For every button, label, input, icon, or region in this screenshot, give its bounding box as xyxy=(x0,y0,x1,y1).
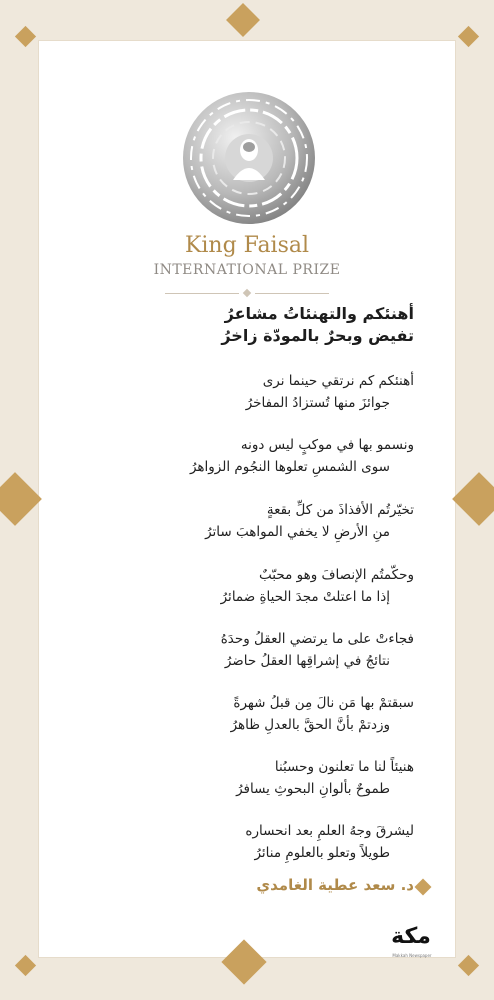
side-diamond-left xyxy=(0,472,42,526)
verse-5-line-2: نتائجُ في إشراقِها العقلُ حاضرُ xyxy=(224,653,390,669)
publisher-logo-caption: Makkah Newspaper xyxy=(392,953,432,958)
verse-8-line-1: ليشرقَ وجهُ العلمِ بعد انحساره xyxy=(245,823,414,839)
verse-4-line-2: إذا ما اعتلتْ مجدَ الحياةِ ضمائرُ xyxy=(220,589,390,605)
header-divider xyxy=(165,288,329,298)
prize-title: King Faisal xyxy=(184,233,310,258)
corner-diamond-bottom-right xyxy=(458,955,479,976)
verse-3-line-1: تخيّرتُم الأفذاذَ من كلِّ بقعةٍ xyxy=(266,502,414,518)
corner-diamond-top-right xyxy=(458,26,479,47)
verse-7-line-1: هنيئاً لنا ما تعلنون وحسبُنا xyxy=(274,759,414,775)
poem-heading-line-2: تفيض وبحرٌ بالمودّة زاخرُ xyxy=(221,326,414,345)
side-diamond-right xyxy=(452,472,494,526)
publisher-logo: مكة xyxy=(391,924,431,949)
prize-emblem-seal xyxy=(181,90,317,226)
poem-author: د. سعد عطية الغامدي xyxy=(256,876,414,894)
verse-5-line-1: فجاءتْ على ما يرتضي العقلُ وحدَهُ xyxy=(220,631,414,647)
verse-8-line-2: طويلاً وتعلو بالعلومِ منائرُ xyxy=(254,845,390,861)
corner-diamond-top-left xyxy=(15,26,36,47)
verse-4-line-1: وحكّمتُم الإنصافَ وهو محبّبٌ xyxy=(259,567,414,583)
corner-diamond-bottom-left xyxy=(15,955,36,976)
verse-2-line-2: سوى الشمسِ تعلوها النجُوم الزواهرُ xyxy=(189,459,390,475)
verse-1-line-1: أهنئكم كم نرتقي حينما نرى xyxy=(262,373,414,389)
verse-2-line-1: ونسمو بها في موكبٍ ليس دونه xyxy=(240,437,414,453)
poem-heading-line-1: أهنئكم والتهنئاتُ مشاعرُ xyxy=(224,304,414,323)
verse-6-line-2: وزدتمْ بأنَّ الحقَّ بالعدلِ ظاهرُ xyxy=(230,717,390,733)
verse-6-line-1: سبقتمْ بها مَن نالَ مِن قبلُ شهرةً xyxy=(233,695,414,711)
verse-1-line-2: جوائزَ منها تُستزادُ المفاخرُ xyxy=(245,395,390,411)
prize-subtitle: INTERNATIONAL PRIZE xyxy=(153,262,341,278)
verse-7-line-2: طموحٌ بألوانِ البحوثِ يسافرُ xyxy=(236,781,390,797)
corner-diamond-top-center xyxy=(226,3,260,37)
verse-3-line-2: منِ الأرضِ لا يخفي المواهبَ ساترُ xyxy=(205,524,390,540)
